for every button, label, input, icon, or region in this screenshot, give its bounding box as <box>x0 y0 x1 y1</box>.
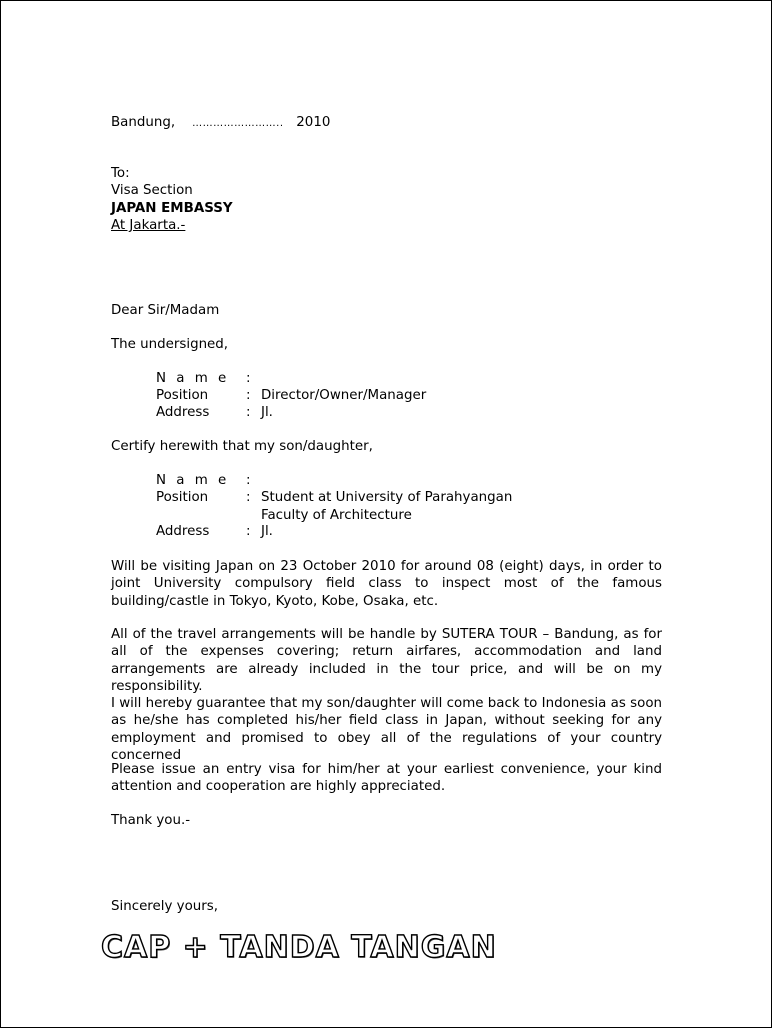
parent-address-colon: : <box>246 405 251 420</box>
recipient-embassy: JAPAN EMBASSY <box>111 201 233 216</box>
paragraph-request: Please issue an entry visa for him/her at your earliest convenience, your kind attention and cooperation are highly appreciated. <box>111 762 662 795</box>
child-name-colon: : <box>246 473 251 488</box>
child-position-value-2: Faculty of Architecture <box>261 508 412 523</box>
certify-line: Certify herewith that my son/daughter, <box>111 439 373 454</box>
child-position-value-1: Student at University of Parahyangan <box>261 490 513 505</box>
date-city: Bandung, <box>111 115 176 130</box>
child-position-colon: : <box>246 490 251 505</box>
parent-position-colon: : <box>246 388 251 403</box>
salutation: Dear Sir/Madam <box>111 303 220 318</box>
paragraph-arrangements: All of the travel arrangements will be handle by SUTERA TOUR – Bandung, as for all of the expenses covering; return airfares, accommodation and land arrangements are already included in the tour price, and will be on my responsibility. <box>111 627 662 694</box>
thanks-line: Thank you.- <box>111 813 191 828</box>
parent-address-value: Jl. <box>261 405 273 420</box>
recipient-section: Visa Section <box>111 183 193 198</box>
parent-name-label: N a m e <box>156 371 230 386</box>
child-address-colon: : <box>246 524 251 539</box>
date-line <box>111 114 330 132</box>
date-dots: …………………….. <box>192 118 284 129</box>
date-year: 2010 <box>296 115 331 130</box>
stamp-signature-placeholder: CAP + TANDA TANGAN <box>101 930 497 965</box>
child-address-value: Jl. <box>261 524 273 539</box>
child-position-label: Position <box>156 490 209 505</box>
recipient-to: To: <box>111 166 130 181</box>
paragraph-guarantee: I will hereby guarantee that my son/daughter will come back to Indonesia as soon as he/she has completed his/her field class in Japan, without seeking for any employment and promised to obey all of the regulations of your country concerned <box>111 696 662 763</box>
parent-position-label: Position <box>156 388 209 403</box>
child-address-label: Address <box>156 524 210 539</box>
parent-name-colon: : <box>246 371 251 386</box>
recipient-location: At Jakarta.- <box>111 218 186 233</box>
closing-line: Sincerely yours, <box>111 899 219 914</box>
parent-position-value: Director/Owner/Manager <box>261 388 427 403</box>
intro-line: The undersigned, <box>111 337 229 352</box>
parent-address-label: Address <box>156 405 210 420</box>
child-name-label: N a m e <box>156 473 230 488</box>
paragraph-visit: Will be visiting Japan on 23 October 2010 for around 08 (eight) days, in order to joint University compulsory field class to inspect most of the famous building/castle in Tokyo, Kyoto, Kobe, Osaka, etc. <box>111 559 662 609</box>
